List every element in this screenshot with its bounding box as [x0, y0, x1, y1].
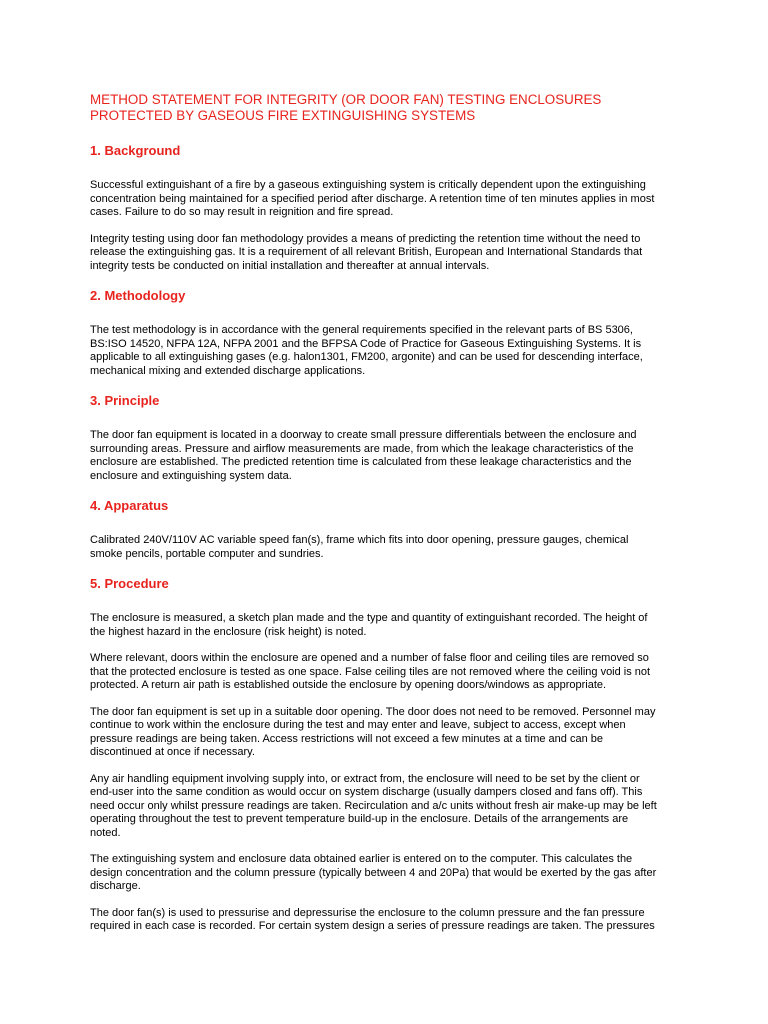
text-line: need occur only whilst pressure readings are taken. Recirculation and a/c units without fresh air make-up may be left [90, 799, 657, 812]
text-line: surrounding areas. Pressure and airflow measurements are made, from which the leakage characteristics of the [90, 442, 634, 455]
text-line: noted. [90, 826, 121, 839]
procedure-paragraph-5 [90, 853, 690, 894]
text-line: required in each case is recorded. For certain system design a series of pressure readings are taken. The pressures [90, 920, 655, 932]
text-line: enclosure are established. The predicted retention time is calculated from these leakage characteristics and the [90, 456, 632, 468]
section-heading-principle: 3. Principle [90, 393, 160, 408]
procedure-paragraph-2 [90, 652, 690, 693]
text-line: pressure readings are being taken. Access restrictions will not exceed a few minutes at a time and can be [90, 732, 603, 745]
document-title-line-1: METHOD STATEMENT FOR INTEGRITY (OR DOOR FAN) TESTING ENCLOSURES [90, 92, 602, 107]
text-line: Integrity testing using door fan methodology provides a means of predicting the retention time without the need to [90, 232, 641, 245]
procedure-paragraph-6 [90, 907, 690, 934]
text-line: discontinued at once if necessary. [90, 746, 255, 758]
procedure-paragraph-4 [90, 773, 690, 841]
text-line: Any air handling equipment involving supply into, or extract from, the enclosure will need to be set by the client or [90, 772, 640, 785]
text-line: operating throughout the test to prevent temperature build-up in the enclosure. Details of the arrangements are [90, 813, 629, 825]
text-line: The door fan equipment is set up in a suitable door opening. The door does not need to be removed. Personnel may [90, 705, 656, 718]
text-line: Successful extinguishant of a fire by a gaseous extinguishing system is critically dependent upon the extinguishing [90, 179, 646, 191]
document-title [90, 92, 690, 124]
section-heading-apparatus: 4. Apparatus [90, 498, 169, 513]
text-line: The enclosure is measured, a sketch plan made and the type and quantity of extinguishant recorded. The height of [90, 612, 648, 624]
text-line: protected. A return air path is established outside the enclosure by opening doors/windows as appropriate. [90, 679, 607, 691]
document-page [90, 92, 690, 934]
text-line: Calibrated 240V/110V AC variable speed fan(s), frame which fits into door opening, pressure gauges, chemical [90, 534, 629, 546]
apparatus-paragraph-1 [90, 534, 690, 561]
methodology-paragraph-1 [90, 324, 690, 378]
text-line: The test methodology is in accordance with the general requirements specified in the relevant parts of BS 5306, [90, 324, 633, 336]
text-line: smoke pencils, portable computer and sundries. [90, 547, 324, 560]
text-line: The door fan equipment is located in a doorway to create small pressure differentials between the enclosure and [90, 429, 637, 441]
text-line: integrity tests be conducted on initial installation and thereafter at annual intervals. [90, 259, 490, 272]
text-line: mechanical mixing and extended discharge applications. [90, 364, 366, 377]
text-line: concentration being maintained for a specified period after discharge. A retention time of ten minutes applies in most [90, 192, 655, 205]
background-paragraph-2 [90, 233, 690, 274]
section-heading-methodology: 2. Methodology [90, 288, 186, 303]
background-paragraph-1 [90, 179, 690, 220]
text-line: applicable to all extinguishing gases (e.g. halon1301, FM200, argonite) and can be used for descending interface, [90, 351, 643, 363]
text-line: The extinguishing system and enclosure data obtained earlier is entered on to the computer. This calculates the [90, 853, 633, 865]
section-heading-procedure: 5. Procedure [90, 576, 169, 591]
text-line: the highest hazard in the enclosure (risk height) is noted. [90, 625, 367, 638]
text-line: that the protected enclosure is tested as one space. False ceiling tiles are not removed where the ceiling void is not [90, 665, 651, 678]
procedure-paragraph-1 [90, 612, 690, 639]
procedure-paragraph-3 [90, 706, 690, 760]
text-line: BS:ISO 14520, NFPA 12A, NFPA 2001 and the BFPSA Code of Practice for Gaseous Extinguishing Systems. It is [90, 337, 642, 350]
text-line: continue to work within the enclosure during the test and may enter and leave, subject to access, except when [90, 719, 626, 731]
text-line: design concentration and the column pressure (typically between 4 and 20Pa) that would be exerted by the gas after [90, 866, 657, 879]
text-line: release the extinguishing gas. It is a requirement of all relevant British, European and International Standards that [90, 246, 643, 258]
text-line: Where relevant, doors within the enclosure are opened and a number of false floor and ceiling tiles are removed so [90, 652, 649, 664]
text-line: end-user into the same condition as would occur on system discharge (usually dampers closed and fans off). This [90, 786, 643, 798]
section-heading-background: 1. Background [90, 143, 181, 158]
text-line: The door fan(s) is used to pressurise and depressurise the enclosure to the column pressure and the fan pressure [90, 906, 645, 919]
text-line: cases. Failure to do so may result in reignition and fire spread. [90, 206, 394, 218]
document-title-line-2: PROTECTED BY GASEOUS FIRE EXTINGUISHING SYSTEMS [90, 108, 476, 123]
text-line: enclosure and extinguishing system data. [90, 469, 292, 482]
text-line: discharge. [90, 880, 141, 892]
principle-paragraph-1 [90, 429, 690, 483]
